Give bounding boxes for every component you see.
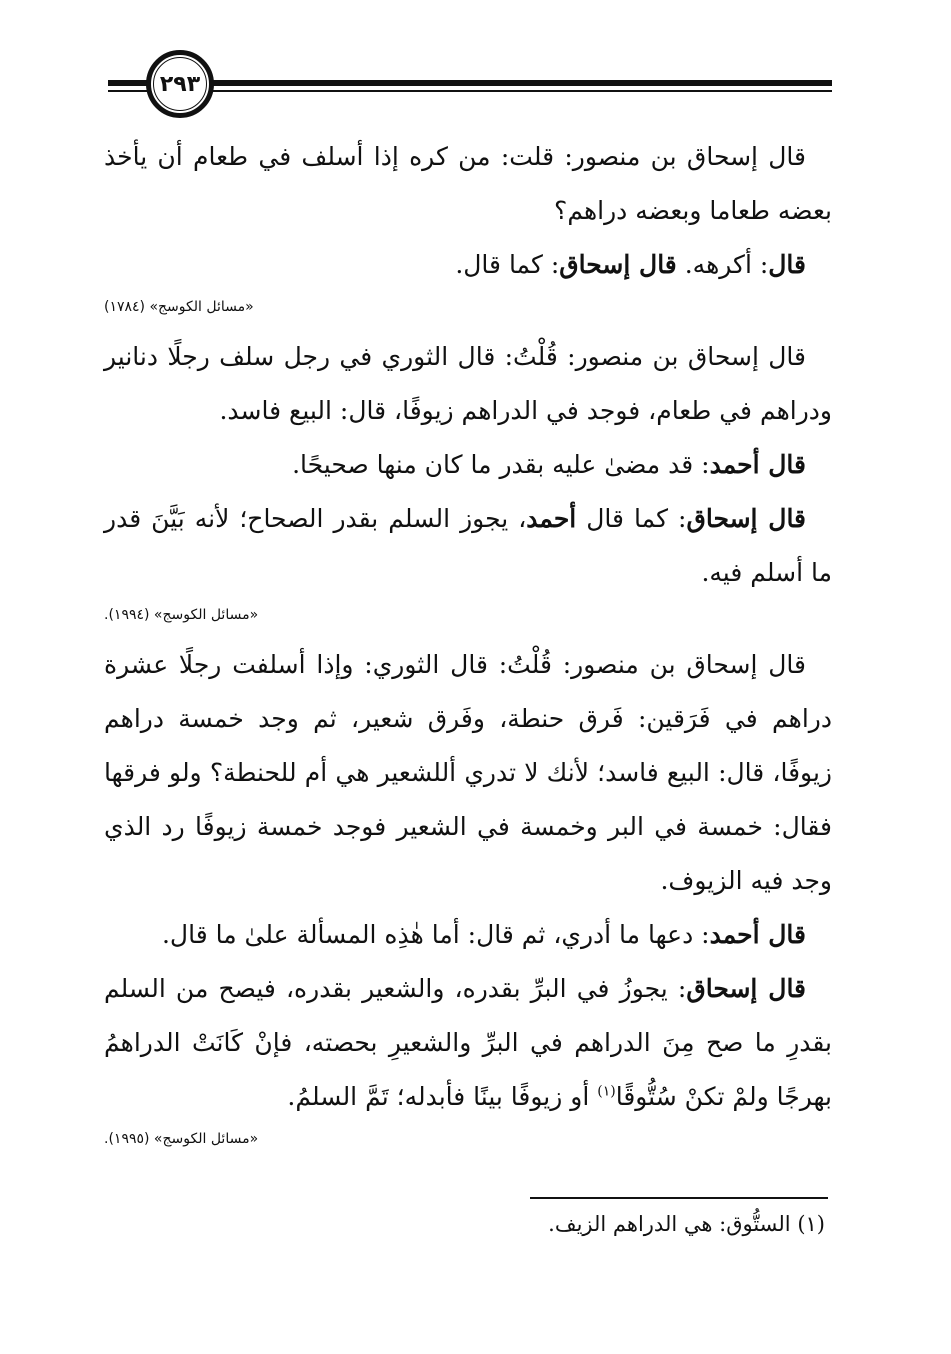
page-number: ٢٩٣ — [153, 57, 207, 111]
paragraph-text: قال إسحاق بن منصور: قُلْتُ: قال الثوري في رجل سلف رجلًا دنانير ودراهم في طعام، فوجد في الدراهم زيوفًا، قال: البيع فاسد. — [104, 342, 832, 425]
speaker-label: قال أحمد — [709, 920, 806, 949]
paragraph-text: : دعها ما أدري، ثم قال: أما هٰذِه المسألة علىٰ ما قال. — [161, 920, 710, 949]
footnote-marker: (١) — [597, 1083, 616, 1100]
speaker-label: قال — [768, 250, 806, 279]
speaker-label: أحمد — [526, 504, 577, 533]
paragraph — [104, 130, 832, 238]
paragraph — [104, 438, 832, 492]
page-header — [108, 48, 832, 124]
page-number-badge — [146, 50, 214, 118]
footnote-separator — [530, 1197, 828, 1199]
paragraph — [104, 962, 832, 1124]
paragraph-text: قال إسحاق بن منصور: قُلْتُ: قال الثوري: وإذا أسلفت رجلًا عشرة دراهم في فَرَقين: فَرق حنطة، وفَرق شعير، ثم وجد خمسة دراهم زيوفًا، قال: البيع فاسد؛ لأنك لا تدري أللشعير هي أم للحنطة؟ ولو فرقها فقال: خمسة في البر وخمسة في الشعير فوجد خمسة زيوفًا رد الذي وجد فيه الزيوف. — [104, 650, 832, 895]
paragraph-text: : كما قال — [576, 504, 687, 533]
paragraph-text: ، يجوز السلم بقدر الصحاح؛ لأنه بَيَّنَ قدر ما أسلم فيه. — [104, 504, 832, 587]
header-rule-thin — [108, 90, 832, 92]
citation: «مسائل الكوسج» (١٧٨٤) — [104, 299, 254, 315]
paragraph-text: : كما قال. — [455, 250, 560, 279]
paragraph-text: : يجوزُ في البرِّ بقدره، والشعير بقدره، فيصح من السلم بقدرِ ما صح مِنَ الدراهم في البرِّ والشعيرِ بحصته، فإنْ كَانَتْ الدراهمُ بهرجًا ولمْ تكنْ سُتُّوقًا — [104, 974, 832, 1111]
speaker-label: قال إسحاق — [686, 504, 807, 533]
paragraph — [104, 638, 832, 908]
footnote: (١) الستُّوق: هي الدراهم الزيف. — [548, 1212, 825, 1236]
citation: «مسائل الكوسج» (١٩٩٥). — [104, 1131, 259, 1147]
paragraph-text: : قد مضىٰ عليه بقدر ما كان منها صحيحًا. — [292, 450, 710, 479]
paragraph-text: قال إسحاق بن منصور: قلت: من كره إذا أسلف في طعام أن يأخذ بعضه طعاما وبعضه دراهم؟ — [104, 142, 832, 225]
paragraph-text: أو زيوفًا بينًا فأبدله؛ تَمَّ السلمُ. — [287, 1082, 598, 1111]
paragraph — [104, 492, 832, 600]
paragraph-text: : أكرهه. — [676, 250, 769, 279]
speaker-label: قال إسحاق — [686, 974, 807, 1003]
paragraph — [104, 908, 832, 962]
paragraph — [104, 330, 832, 438]
speaker-label: قال إسحاق — [559, 250, 677, 279]
paragraph — [104, 238, 832, 292]
speaker-label: قال أحمد — [709, 450, 806, 479]
page-body — [104, 130, 832, 1162]
citation: «مسائل الكوسج» (١٩٩٤). — [104, 607, 259, 623]
header-rule-thick — [108, 80, 832, 86]
